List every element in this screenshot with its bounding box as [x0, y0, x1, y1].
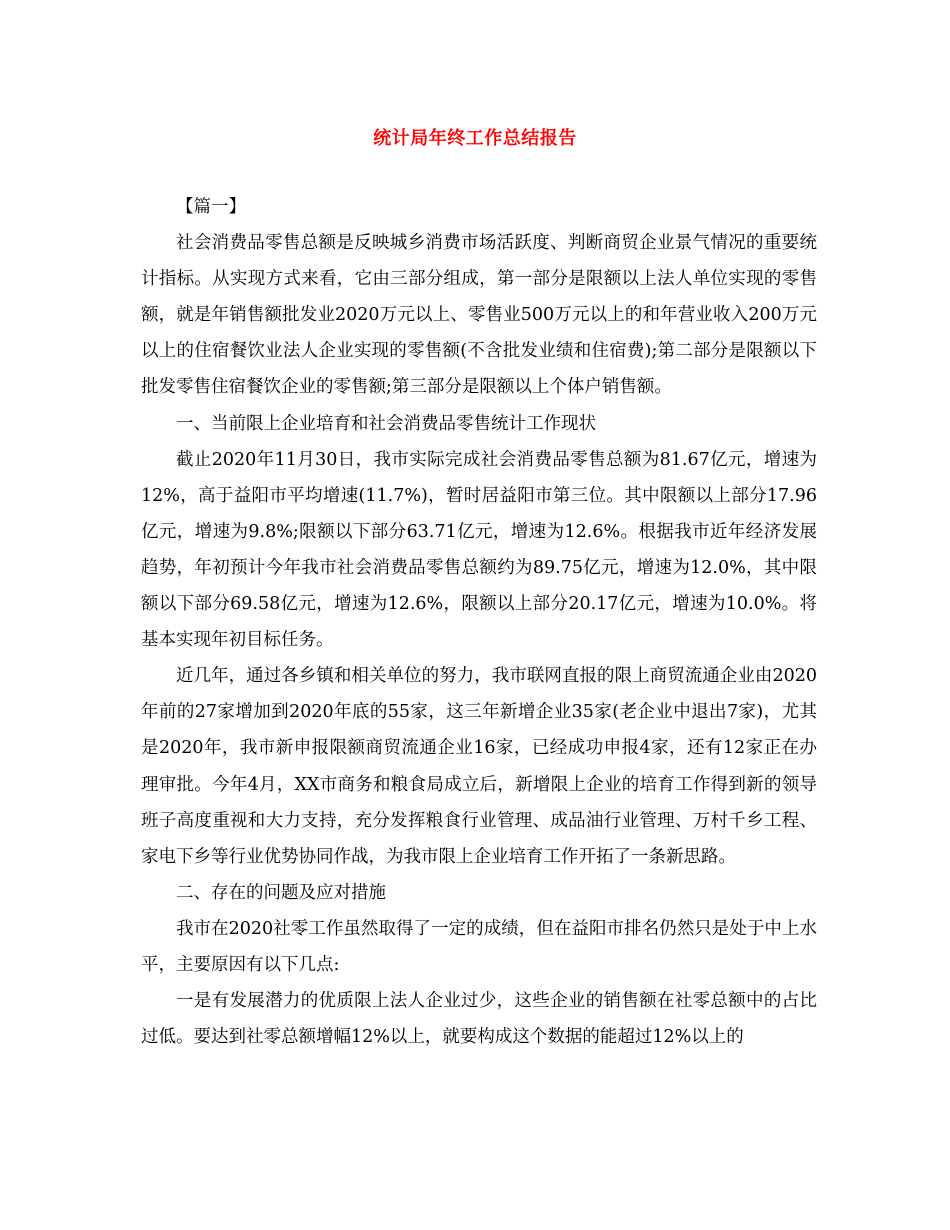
document-title: 统计局年终工作总结报告: [373, 128, 577, 149]
paragraph-enterprise-growth: 近几年，通过各乡镇和相关单位的努力，我市联网直报的限上商贸流通企业由2020年前的27家增加到2020年底的55家，这三年新增企业35家(老企业中退出7家)，尤其是2020年，我市新申报限额商贸流通企业16家，已经成功申报4家，还有12家正在办理审批。今年4月，XX市商务和粮食局成立后，新增限上企业的培育工作得到新的领导班子高度重视和大力支持，充分发挥粮食行业管理、成品油行业管理、万村千乡工程、家电下乡等行业优势协同作战，为我市限上企业培育工作开拓了一条新思路。: [141, 666, 817, 867]
section-heading-problems: 二、存在的问题及应对措施: [176, 882, 386, 903]
paragraph-ranking: 我市在2020社零工作虽然取得了一定的成绩，但在益阳市排名仍然只是处于中上水平，主要原因有以下几点:: [141, 918, 817, 975]
paragraph-retail-figures: 截止2020年11月30日，我市实际完成社会消费品零售总额为81.67亿元，增速为12%，高于益阳市平均增速(11.7%)，暂时居益阳市第三位。其中限额以上部分17.96亿元，增速为9.8%;限额以下部分63.71亿元，增速为12.6%。根据我市近年经济发展趋势，年初预计今年我市社会消费品零售总额约为89.75亿元，增速为12.0%，其中限额以下部分69.58亿元，增速为12.6%，限额以上部分20.17亿元，增速为10.0%。将基本实现年初目标任务。: [141, 449, 817, 651]
document-body: [141, 189, 817, 1055]
section-heading-current-status: 一、当前限上企业培育和社会消费品零售统计工作现状: [176, 413, 596, 434]
section-heading-part-one: 【篇一】: [176, 197, 246, 217]
paragraph-problem-one: 一是有发展潜力的优质限上法人企业过少，这些企业的销售额在社零总额中的占比过低。要达到社零总额增幅12%以上，就要构成这个数据的能超过12%以上的: [141, 991, 817, 1048]
paragraph-definition: 社会消费品零售总额是反映城乡消费市场活跃度、判断商贸企业景气情况的重要统计指标。从实现方式来看，它由三部分组成，第一部分是限额以上法人单位实现的零售额，就是年销售额批发业2020万元以上、零售业500万元以上的和年营业收入200万元以上的住宿餐饮业法人企业实现的零售额(不含批发业绩和住宿费);第二部分是限额以下批发零售住宿餐饮企业的零售额;第三部分是限额以上个体户销售额。: [141, 233, 817, 398]
